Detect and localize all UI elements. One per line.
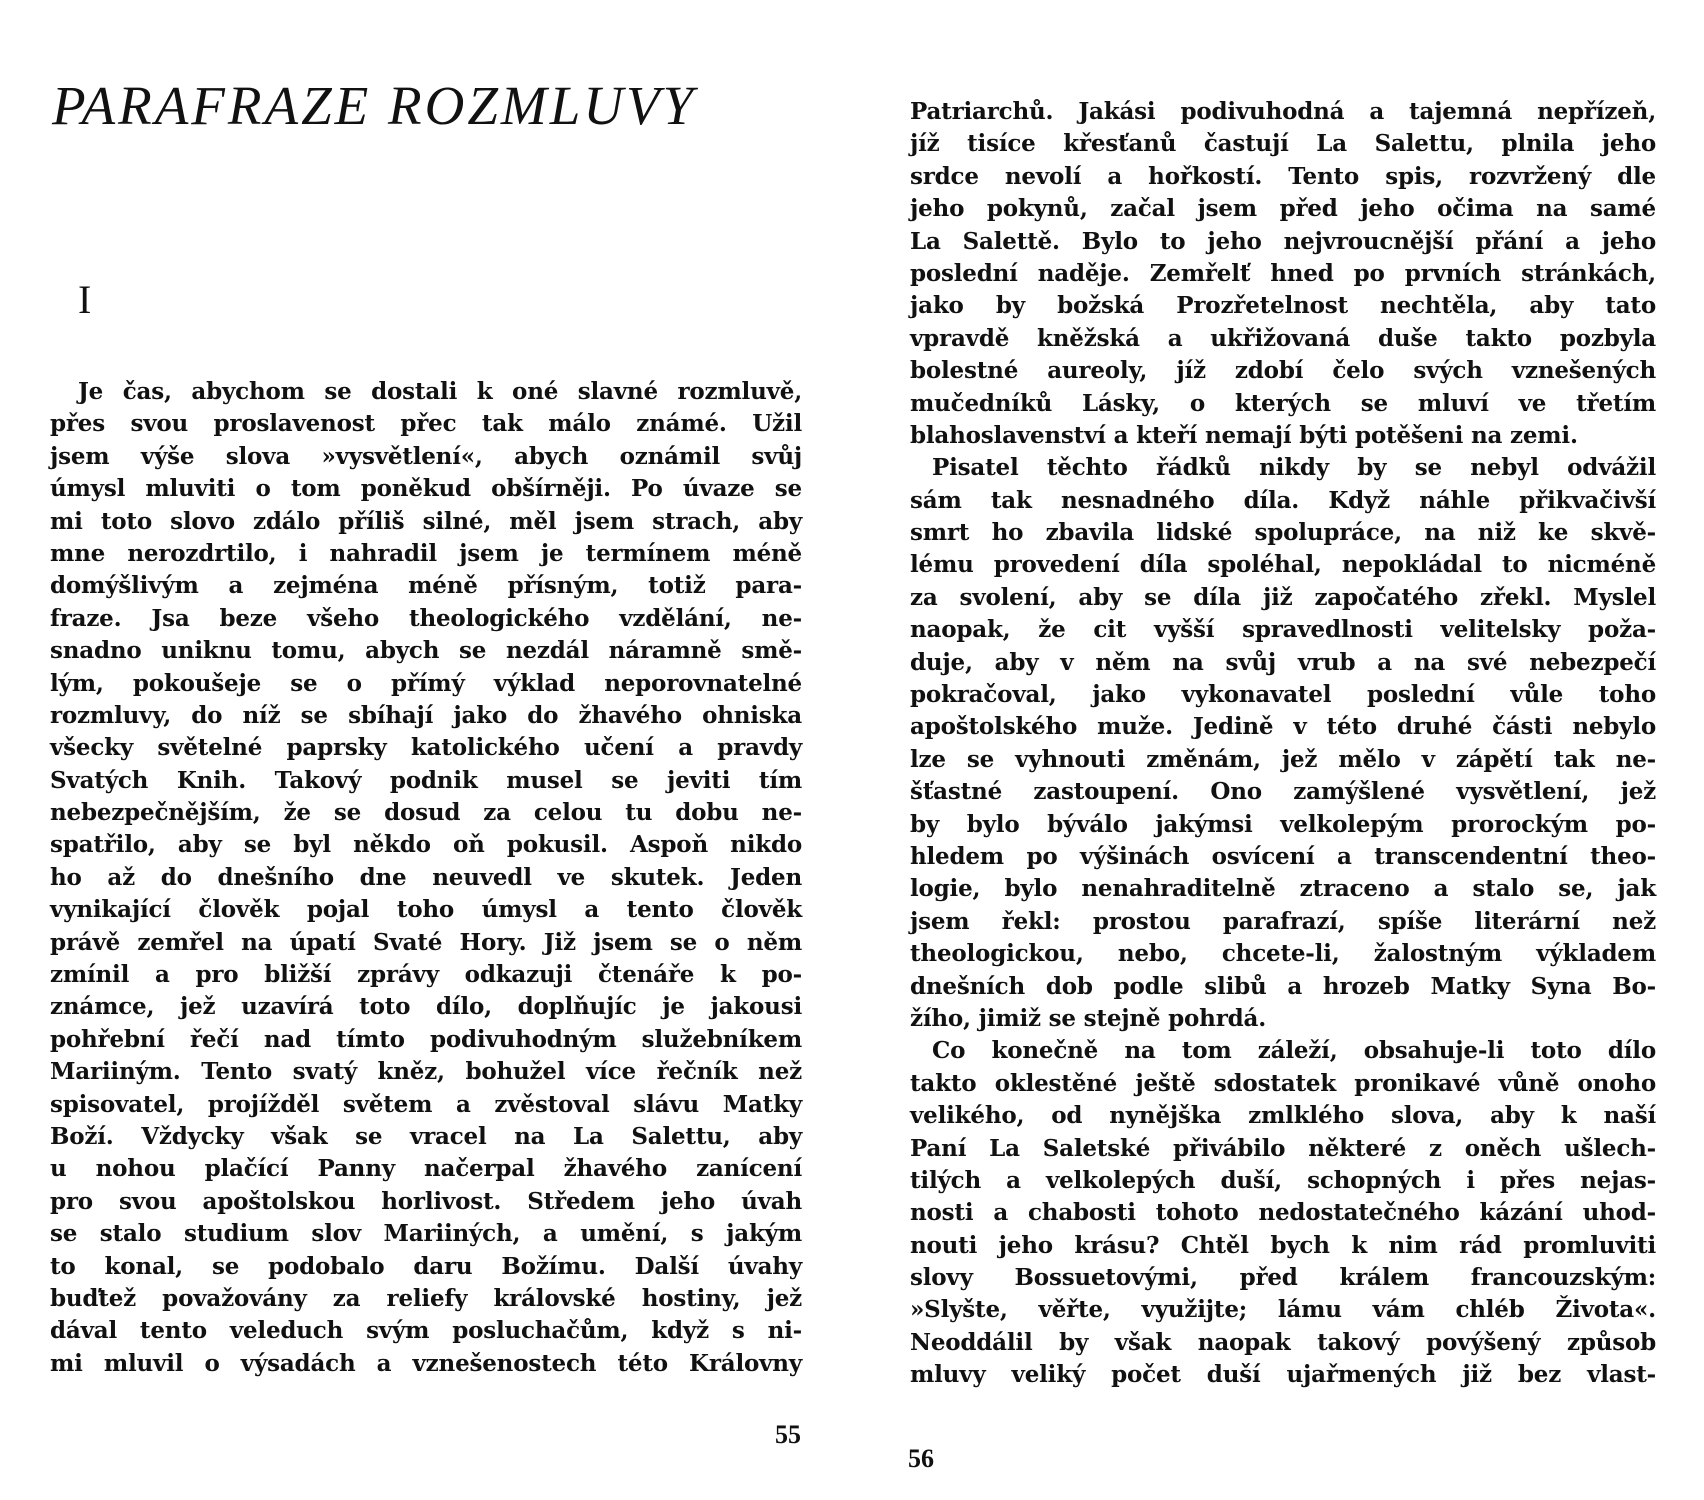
- text-line: za svolení, aby se díla již započatého zřekl. Myslel: [910, 583, 1656, 611]
- text-line: vynikající člověk pojal toho úmysl a tento člověk: [50, 896, 802, 924]
- text-line: mi toto slovo zdálo příliš silné, měl jsem strach, aby: [50, 507, 802, 535]
- text-line: spatřilo, aby se byl někdo oň pokusil. Aspoň nikdo: [50, 831, 802, 859]
- text-line: Paní La Saletské přivábilo některé z oněch ušlech-: [910, 1134, 1656, 1162]
- text-line: lze se vyhnouti změnám, jež mělo v zápětí tak ne-: [910, 745, 1656, 773]
- text-line: jsem výše slova »vysvětlení«, abych oznámil svůj: [50, 442, 802, 470]
- text-line: mi mluvil o výsadách a vznešenostech této Královny: [50, 1349, 802, 1377]
- page-number-left: 55: [775, 1420, 801, 1449]
- text-line: mne nerozdrtilo, i nahradil jsem je termínem méně: [50, 539, 802, 567]
- text-line: nosti a chabosti tohoto nedostatečného kázání uhod-: [910, 1199, 1656, 1227]
- text-line: tilých a velkolepých duší, schopných i přes nejas-: [910, 1166, 1656, 1194]
- text-line: Je čas, abychom se dostali k oné slavné rozmluvě,: [78, 378, 802, 405]
- text-line: sám tak nesnadného díla. Když náhle přikvačivší: [910, 486, 1656, 514]
- text-line: jeho pokynů, začal jsem před jeho očima na samé: [910, 195, 1656, 223]
- text-line: lému provedení díla spoléhal, nepokládal to nicméně: [910, 551, 1656, 579]
- text-line: naopak, že cit vyšší spravedlnosti velitelsky poža-: [910, 616, 1656, 644]
- text-line: to konal, se podobalo daru Božímu. Další úvahy: [50, 1252, 802, 1280]
- text-line: šťastné zastoupení. Ono zamýšlené vysvětlení, jež: [910, 778, 1656, 806]
- text-line: Svatých Knih. Takový podnik musel se jeviti tím: [50, 766, 802, 794]
- text-line: vpravdě kněžská a ukřižovaná duše takto pozbyla: [910, 324, 1656, 352]
- text-line: pohřební řečí nad tímto podivuhodným služebníkem: [50, 1025, 802, 1053]
- text-line: bolestné aureoly, jíž zdobí čelo svých vznešených: [910, 357, 1656, 385]
- text-line: velikého, od nynějška zmlklého slova, aby k naší: [910, 1102, 1656, 1130]
- chapter-title: PARAFRAZE ROZMLUVY: [52, 75, 697, 136]
- text-line: Neoddálil by však naopak takový povýšený způsob: [910, 1328, 1656, 1356]
- text-line: úmysl mluviti o tom poněkud obšírněji. Po úvaze se: [50, 475, 802, 503]
- text-line: takto oklestěné ještě sdostatek pronikavé vůně onoho: [910, 1069, 1656, 1097]
- text-line: přes svou proslavenost přec tak málo známé. Užil: [50, 410, 802, 438]
- text-line: se stalo studium slov Mariiných, a umění, s jakým: [50, 1220, 802, 1248]
- text-line: Pisatel těchto řádků nikdy by se nebyl odvážil: [932, 454, 1656, 482]
- text-line: srdce nevolí a hořkostí. Tento spis, rozvržený dle: [910, 162, 1656, 190]
- text-line: snadno uniknu tomu, abych se nezdál náramně smě-: [50, 637, 802, 665]
- page-number-right: 56: [908, 1444, 934, 1473]
- text-line: duje, aby v něm na svůj vrub a na své nebezpečí: [910, 648, 1656, 676]
- text-line: poslední naděje. Zemřelť hned po prvních stránkách,: [910, 259, 1656, 287]
- text-line: blahoslavenství a kteří nemají býti potěšeni na zemi.: [910, 421, 1578, 449]
- chapter-number: I: [78, 277, 92, 322]
- text-line: jako by božská Prozřetelnost nechtěla, aby tato: [910, 292, 1656, 320]
- text-line: theologickou, nebo, chcete-li, žalostným výkladem: [910, 940, 1656, 968]
- text-line: hledem po výšinách osvícení a transcendentní theo-: [910, 842, 1656, 870]
- text-line: nouti jeho krásu? Chtěl bych k nim rád promluviti: [910, 1231, 1656, 1259]
- text-line: Co konečně na tom záleží, obsahuje-li toto dílo: [932, 1037, 1656, 1065]
- text-line: u nohou plačící Panny načerpal žhavého zanícení: [50, 1155, 802, 1183]
- text-line: slovy Bossuetovými, před králem francouzským:: [910, 1264, 1656, 1292]
- text-line: logie, bylo nenahraditelně ztraceno a stalo se, jak: [910, 875, 1656, 903]
- text-line: rozmluvy, do níž se sbíhají jako do žhavého ohniska: [50, 701, 802, 729]
- text-line: Boží. Vždycky však se vracel na La Salettu, aby: [50, 1122, 802, 1150]
- text-line: smrt ho zbavila lidské spolupráce, na niž ke skvě-: [910, 519, 1656, 547]
- text-line: všecky světelné paprsky katolického učení a pravdy: [50, 734, 802, 762]
- text-line: apoštolského muže. Jedině v této druhé části nebylo: [910, 713, 1656, 741]
- text-line: dával tento veleduch svým posluchačům, když s ni-: [50, 1317, 802, 1345]
- text-line: spisovatel, projížděl světem a zvěstoval slávu Matky: [50, 1090, 802, 1118]
- text-line: Patriarchů. Jakási podivuhodná a tajemná nepřízeň,: [910, 98, 1656, 125]
- body-text-left: [50, 376, 802, 1380]
- text-line: jsem řekl: prostou parafrazí, spíše literární než: [910, 907, 1656, 935]
- right-page: [852, 0, 1704, 1500]
- text-line: domýšlivým a zejména méně přísným, totiž para-: [50, 572, 802, 600]
- text-line: Mariiným. Tento svatý kněz, bohužel více řečník než: [50, 1058, 802, 1086]
- text-line: žího, jimiž se stejně pohrdá.: [910, 1004, 1267, 1032]
- text-line: pro svou apoštolskou horlivost. Středem jeho úvah: [50, 1187, 802, 1215]
- text-line: mluvy veliký počet duší ujařmených již bez vlast-: [910, 1361, 1656, 1389]
- text-line: mučedníků Lásky, o kterých se mluví ve třetím: [910, 389, 1656, 417]
- text-line: lým, pokoušeje se o přímý výklad neporovnatelné: [50, 669, 802, 697]
- text-line: »Slyšte, věřte, využijte; lámu vám chléb Života«.: [910, 1296, 1656, 1324]
- text-line: pokračoval, jako vykonavatel poslední vůle toho: [910, 681, 1656, 709]
- text-line: jíž tisíce křesťanů častují La Salettu, plnila jeho: [910, 130, 1656, 158]
- text-line: ho až do dnešního dne neuvedl ve skutek. Jeden: [50, 863, 802, 891]
- text-line: dnešních dob podle slibů a hrozeb Matky Syna Bo-: [910, 972, 1656, 1000]
- text-line: právě zemřel na úpatí Svaté Hory. Již jsem se o něm: [50, 928, 802, 956]
- text-line: buďtež považovány za reliefy královské hostiny, jež: [50, 1284, 802, 1312]
- text-line: zmínil a pro bližší zprávy odkazuji čtenáře k po-: [50, 961, 802, 989]
- text-line: známce, jež uzavírá toto dílo, doplňujíc je jakousi: [50, 993, 802, 1021]
- text-line: by bylo býválo jakýmsi velkolepým prorockým po-: [910, 810, 1656, 838]
- text-line: La Salettě. Bylo to jeho nejvroucnější přání a jeho: [910, 227, 1656, 255]
- body-text-right: [910, 96, 1656, 1392]
- text-line: nebezpečnějším, že se dosud za celou tu dobu ne-: [50, 799, 802, 827]
- text-line: fraze. Jsa beze všeho theologického vzdělání, ne-: [50, 604, 802, 632]
